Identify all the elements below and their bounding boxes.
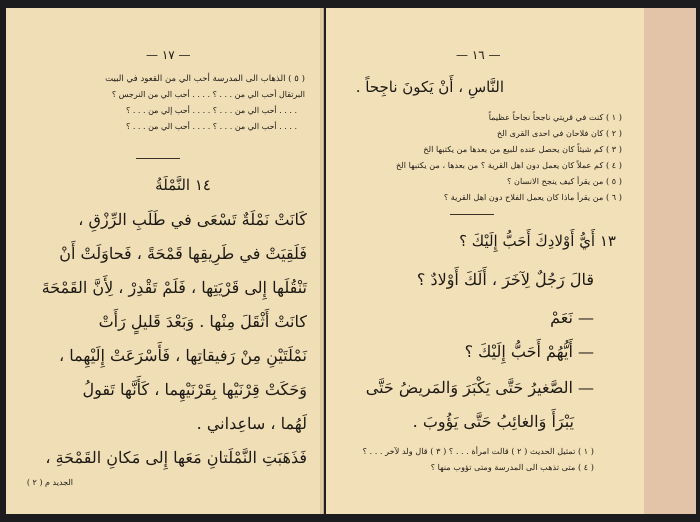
lesson-title: ١٣ أَيُّ أَوْلادِكَ أَحَبُّ إِلَيْكَ ؟ xyxy=(459,232,616,250)
page-footer: الجديد م ( ٢ ) xyxy=(26,478,73,487)
choice-line: . . . . أحب الي من . . . ؟ . . . . أحب إلي من . . . ؟ xyxy=(126,106,297,115)
dialogue-line: — نَعَمْ xyxy=(550,308,594,327)
right-page xyxy=(326,8,644,514)
exercise-line: ( ٤ ) كم عملاً كان يعمل دون اهل القرية ؟ من بعدها ، من يكتبها الخ xyxy=(396,160,622,170)
exercise-line: ( ٢ ) كان فلاحان في احدى القرى الخ xyxy=(496,128,622,138)
exercise-line: ( ٥ ) من يقرأ كيف ينجح الانسان ؟ xyxy=(507,176,622,186)
story-line: كَانَتْ نَمْلَةٌ تَسْعَى في طَلَبِ الرِّزْقِ ، xyxy=(78,210,307,229)
exercise-line: ( ٥ ) الذهاب الى المدرسة أحب الي من القعود في البيت xyxy=(105,74,305,84)
choice-line: البرتقال أحب الي من . . . ؟ . . . . أحب الي من النرجس ؟ xyxy=(111,90,305,99)
divider xyxy=(450,214,494,215)
dialogue-line: — الصَّغيرُ حَتَّى يَكْبَرَ وَالمَريضُ حَتَّى xyxy=(365,378,594,397)
story-line: نَمْلَتَيْنِ مِنْ رَفيقاتِها ، فَأَسْرَعَتْ إِلَيْهِما ، xyxy=(59,346,307,365)
divider xyxy=(136,158,180,159)
choice-line: . . . . أحب الي من . . . ؟ . . . . أحب الي من . . . ؟ xyxy=(126,122,297,131)
story-line: كانَتْ أَثْقَلَ مِنْها . وَبَعْدَ قَليلٍ رَأَتْ xyxy=(98,312,307,331)
story-line: وَحَكَتْ قِرْنَيْها بِقَرْنَيْهِما ، كَأَنَّها تَقولُ xyxy=(82,380,307,399)
book-back-cover xyxy=(640,8,696,514)
story-line: لَهُما ، ساعِداني . xyxy=(196,414,307,433)
question-line: ( ١ ) تمثيل الحديث ( ٢ ) قالت امرأة . . . ؟ ( ٣ ) قال ولد لآخر . . . ؟ xyxy=(362,446,594,456)
exercise-line: ( ٦ ) من يقرأ ماذا كان يعمل الفلاح دون اهل القرية ؟ xyxy=(443,192,622,202)
story-line: فَذَهَبَتِ النَّمْلَتانِ مَعَها إِلى مَكانِ القَمْحَةِ ، xyxy=(45,448,307,467)
lesson-title: ١٤ النَّمْلَةُ xyxy=(155,176,211,194)
exercise-line: ( ١ ) كنت في قريتي ناجحاً نجاحاً عظيماً xyxy=(488,112,622,122)
question-line: ( ٤ ) متى تذهب الى المدرسة ومتى تؤوب منها ؟ xyxy=(430,462,594,472)
continued-line: النَّاسِ ، أَنْ يَكونَ ناجِحاً . xyxy=(355,78,504,96)
left-page xyxy=(6,8,324,514)
dialogue-line: — أَيُّهُمْ أَحَبُّ إِلَيْكَ ؟ xyxy=(464,342,594,361)
exercise-line: ( ٣ ) كم شيئاً كان يحصل عنده للبيع من بعدها من يكتبها الخ xyxy=(423,144,622,154)
story-line: فَلَقِيَتْ في طَرِيقِها قَمْحَةً ، فَحاوَلَتْ أَنْ xyxy=(59,244,307,263)
page-number: — ١٦ — xyxy=(456,48,501,62)
dialogue-line: قالَ رَجُلٌ لِآخَرَ ، أَلَكَ أَوْلادٌ ؟ xyxy=(416,270,594,289)
dialogue-line: يَبْرَأَ وَالغائِبُ حَتَّى يَؤُوبَ . xyxy=(412,412,574,431)
story-line: تَنْقُلَها إِلى قَرْيَتِها ، فَلَمْ تَقْدِرْ ، لِأَنَّ القَمْحَةَ xyxy=(41,278,307,297)
page-number: — ١٧ — xyxy=(146,48,191,62)
